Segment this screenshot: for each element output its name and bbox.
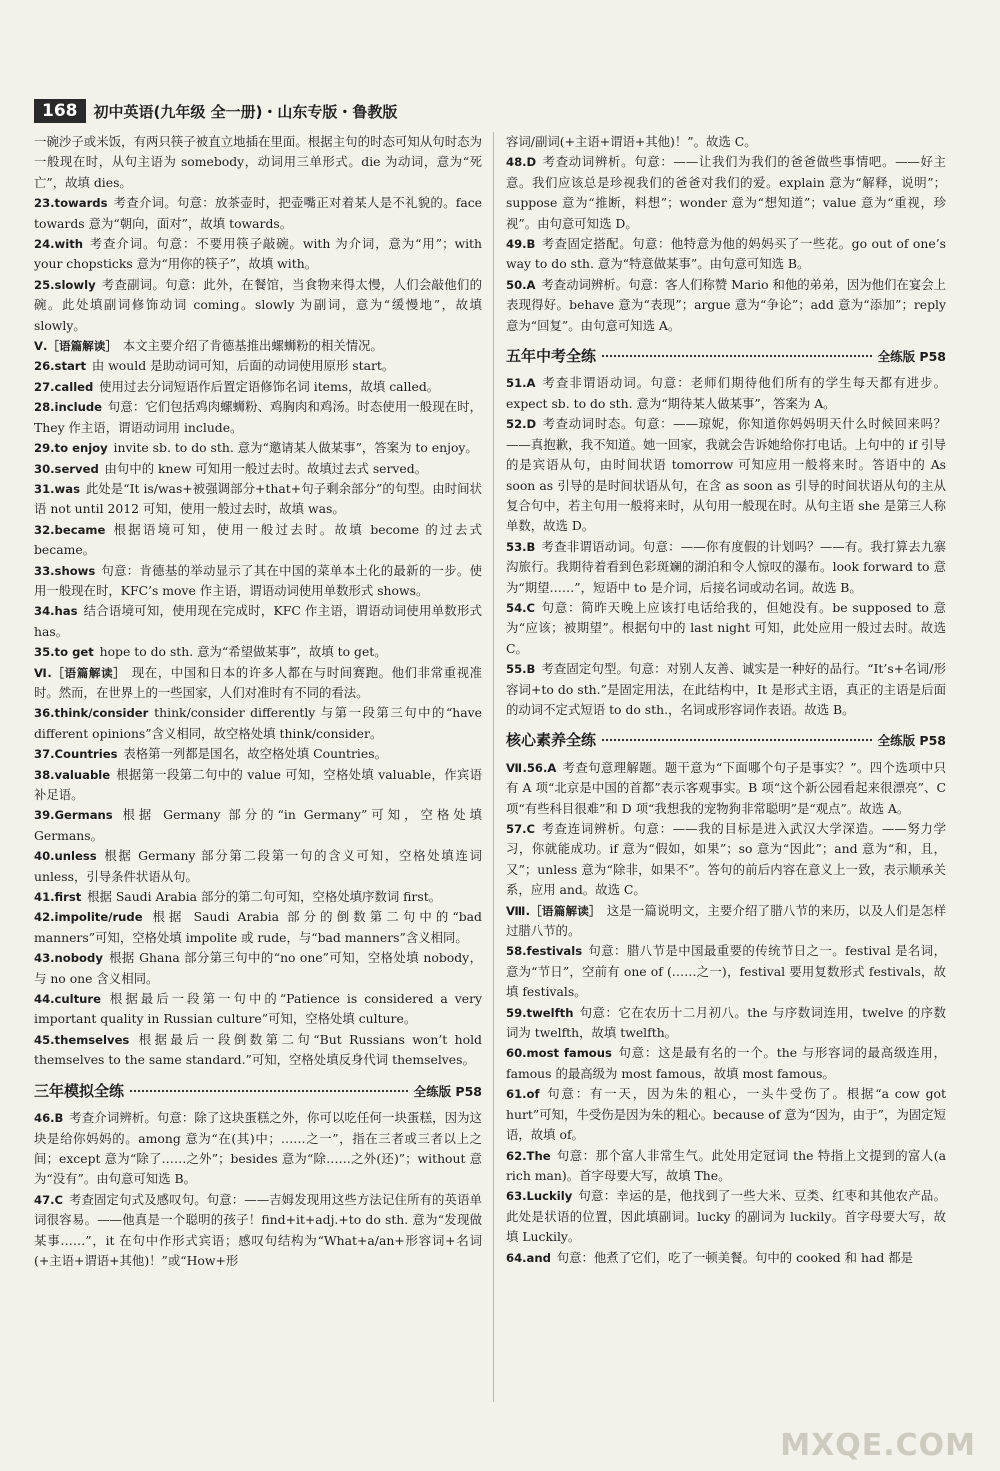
- answer-item: [34, 193, 482, 234]
- answer-text: 考查动词辨析。句意：客人们称赞 Mario 和他的弟弟，因为他们在宴会上表现得好。behave 意为“表现”；argue 意为“争论”；add 意为“添加”；reply 意为“回复”。由句意可知选 A。: [506, 276, 946, 333]
- answer-number: 46.B: [34, 1111, 70, 1126]
- answer-number: 35.to get: [34, 645, 100, 660]
- dotted-leader: [602, 355, 872, 357]
- answer-item: [34, 805, 482, 846]
- answer-item: [506, 537, 946, 598]
- answer-item: [34, 948, 482, 989]
- answer-text: 考查介词。句意：不要用筷子敲碗。with 为介词，意为“用”；with your chopsticks 意为“用你的筷子”，故填 with。: [34, 236, 482, 272]
- answer-item: [34, 1030, 482, 1071]
- section-header: [506, 346, 946, 367]
- answer-number: Ⅷ.［语篇解读］: [506, 903, 607, 918]
- answer-text: 考查非谓语动词。句意：——你有度假的计划吗？——有。我打算去九寨沟旅行。我期待着看到色彩斑斓的湖泊和令人惊叹的瀑布。look forward to 意为“期望……”，短语中 to 是介词，后接名词或动名词。故选 B。: [506, 538, 946, 595]
- answer-text: 句意：那个富人非常生气。此处用定冠词 the 特指上文提到的富人(a rich man)。首字母要大写，故填 The。: [506, 1147, 946, 1183]
- section-header: [34, 1081, 482, 1102]
- answer-number: 53.B: [506, 539, 542, 554]
- answer-number: 55.B: [506, 662, 542, 677]
- answer-text: 考查非谓语动词。句意：老师们期待他们所有的学生每天都有进步。expect sb. to do sth. 意为“期待某人做某事”，答案为 A。: [506, 375, 946, 411]
- answer-item: [506, 901, 946, 942]
- answer-number: 47.C: [34, 1192, 69, 1207]
- answer-text: 根据最后一段倒数第二句“But Russians won’t hold themselves to the same standard.”可知，空格处填反身代词 themselves。: [34, 1031, 482, 1068]
- answer-item: [506, 1043, 946, 1084]
- answer-number: 31.was: [34, 481, 86, 496]
- answer-item: [34, 438, 482, 458]
- answer-text: 一碗沙子或米饭，有两只筷子被直立地插在里面。根据主句的时态可知从句时态为一般现在时，从句主语为 somebody，动词用三单形式。die 为动词，意为“死亡”，故填 dies。: [34, 134, 482, 190]
- answer-text: 句意：这是最有名的一个。the 与形容词的最高级连用，famous 的最高级为 most famous，故填 most famous。: [506, 1045, 946, 1081]
- answer-item: [34, 663, 482, 704]
- answer-item: [506, 373, 946, 414]
- answer-item: [506, 1186, 946, 1247]
- answer-item: [506, 598, 946, 659]
- answer-item: [34, 459, 482, 479]
- answer-number: 57.C: [506, 822, 541, 836]
- section-title: 三年模拟全练: [34, 1081, 125, 1100]
- answer-text: 考查介词。句意：放茶壶时，把壶嘴正对着某人是不礼貌的。face towards 意为“朝向，面对”，故填 towards。: [34, 195, 482, 231]
- answer-text: 结合语境可知，使用现在完成时，KFC 作主语，谓语动词使用单数形式 has。: [34, 603, 482, 639]
- answer-item: [506, 819, 946, 901]
- answer-text: 句意：腊八节是中国最重要的传统节日之一。festival 是名词，意为“节日”，空前有 one of (……之一)，festival 要用复数形式 festivals，故填 festivals。: [506, 943, 946, 1000]
- answer-number: 41.first: [34, 890, 88, 905]
- section-ref: 全练版 P58: [413, 1083, 482, 1099]
- answer-text: think/consider differently 与第一段第三句中的“have different opinions”含义相同，故空格处填 think/consider。: [34, 705, 482, 741]
- answer-item: [506, 275, 946, 336]
- answer-item: [506, 758, 946, 819]
- answer-text: 考查固定句式及感叹句。句意：——吉姆发现用这些方法记住所有的英语单词很容易。——他真是一个聪明的孩子！find+it+adj.+to do sth. 意为“发现做某事……”，it 在句中作形式宾语；感叹句结构为“What+a/an+形容词+名词(+主语+谓语+其他)！”或“How+形: [34, 1191, 482, 1268]
- answer-text: 句意：它们包括鸡肉螺蛳粉、鸡胸肉和鸡汤。时态使用一般现在时，They 作主语，谓语动词用 include。: [34, 399, 482, 435]
- answer-number: 62.The: [506, 1148, 557, 1163]
- answer-number: 51.A: [506, 376, 542, 391]
- answer-text: 根据语境可知，使用一般过去时。故填 become 的过去式 became。: [34, 521, 482, 558]
- answer-item: [34, 642, 482, 662]
- answer-text: 此处是“It is/was+被强调部分+that+句子剩余部分”的句型。由时间状语 not until 2012 可知，使用一般过去时，故填 was。: [34, 480, 482, 517]
- answer-number: 24.with: [34, 237, 89, 252]
- answer-item: [506, 659, 946, 720]
- left-column: [34, 132, 482, 1271]
- answer-text: 由 would 是助动词可知，后面的动词使用原形 start。: [91, 358, 395, 374]
- answer-text: 句意：它在农历十二月初八。the 与序数词连用，twelve 的序数词为 twelfth，故填 twelfth。: [506, 1004, 946, 1041]
- answer-item: [506, 1248, 946, 1268]
- answer-number: 26.start: [34, 359, 92, 374]
- answer-item: [34, 989, 482, 1030]
- answer-text: 考查动词时态。句意：——琼妮，你知道你妈妈明天什么时候回来吗？——真抱歉，我不知道。她一回家，我就会告诉她给你打电话。上句中的 if 引导的是宾语从句，由时间状语 tomorrow 可知应用一般将来时。答语中的 As soon as 引导的是时间状语从句，在含 as soon as 引导的时间状语从句的主从复合句中，若主句用一般将来时，从句用一般现在时。从句主语 she 是第三人称单数，故选 D。: [506, 416, 946, 534]
- answer-number: 43.nobody: [34, 951, 109, 966]
- answer-number: 63.Luckily: [506, 1189, 579, 1204]
- answer-text: 考查固定句型。句意：对别人友善、诚实是一种好的品行。“It’s+名词/形容词+to do sth.”是固定用法，在此结构中，It 是形式主语，真正的主语是后面的动词不定式短语 to do sth.，名词或形容词作表语。故选 B。: [506, 661, 946, 717]
- answer-item: [34, 336, 482, 356]
- answer-number: 33.shows: [34, 563, 102, 578]
- answer-number: 25.slowly: [34, 277, 102, 292]
- answer-number: 58.festivals: [506, 944, 588, 959]
- answer-number: Ⅵ.［语篇解读］: [34, 665, 132, 680]
- page-number: 168: [34, 99, 86, 123]
- answer-number: 49.B: [506, 237, 542, 252]
- answer-number: 60.most famous: [506, 1046, 618, 1061]
- section-title: 核心素养全练: [506, 731, 597, 750]
- answer-number: 48.D: [506, 155, 542, 170]
- answer-number: 30.served: [34, 461, 105, 476]
- answer-item: [506, 941, 946, 1002]
- answer-item: [34, 479, 482, 520]
- answer-item: [34, 234, 482, 275]
- answer-item: [34, 132, 482, 193]
- answer-item: [506, 132, 946, 152]
- watermark: MXQE.COM: [780, 1428, 976, 1463]
- answer-item: [34, 744, 482, 764]
- answer-text: 使用过去分词短语作后置定语修饰名词 items，故填 called。: [99, 378, 440, 394]
- answer-text: 表格第一列都是国名，故空格处填 Countries。: [123, 746, 387, 762]
- answer-text: 由句中的 knew 可知用一般过去时。故填过去式 served。: [104, 460, 428, 476]
- answer-item: [506, 1084, 946, 1145]
- answer-text: 句意：有一天，因为朱的粗心，一头牛受伤了。根据“a cow got hurt”可知，牛受伤是因为朱的粗心。because of 意为“因为，由于”，为固定短语，故填 of。: [506, 1086, 946, 1143]
- answer-item: [34, 1190, 482, 1272]
- answer-item: [34, 1108, 482, 1190]
- section-ref: 全练版 P58: [877, 349, 946, 365]
- answer-item: [34, 765, 482, 806]
- answer-text: 句意：肯德基的举动显示了其在中国的菜单本土化的最新的一步。使用一般现在时，KFC’s move 作主语，谓语动词使用单数形式 shows。: [34, 562, 482, 598]
- answer-item: [506, 414, 946, 536]
- answer-text: 根据 Germany 部分第二段第一句的含义可知，空格处填连词 unless，引导条件状语从句。: [34, 848, 482, 884]
- answer-number: 64.and: [506, 1250, 557, 1265]
- section-ref: 全练版 P58: [877, 733, 946, 749]
- answer-text: 考查连词辨析。句意：——我的目标是进入武汉大学深造。——努力学习，你就能成功。if 意为“假如，如果”；so 意为“因此”；and 意为“和，且，又”；unless 意为“除非，如果不”。答句的前后内容在意义上一致，表示顺承关系，应用 and。故选 C。: [506, 821, 946, 898]
- answer-text: 句意：他煮了它们，吃了一顿美餐。句中的 cooked 和 had 都是: [556, 1249, 913, 1265]
- answer-text: 根据 Saudi Arabia 部分的第二句可知，空格处填序数词 first。: [87, 889, 442, 905]
- dotted-leader: [602, 739, 872, 741]
- answer-item: [34, 561, 482, 602]
- answer-number: 32.became: [34, 522, 112, 537]
- answer-number: 28.include: [34, 400, 108, 415]
- answer-number: 59.twelfth: [506, 1005, 580, 1020]
- answer-number: 44.culture: [34, 992, 107, 1007]
- answer-item: [34, 356, 482, 376]
- answer-item: [34, 275, 482, 336]
- answer-text: 考查介词辨析。句意：除了这块蛋糕之外，你可以吃任何一块蛋糕，因为这块是给你妈妈的。among 意为“在(其)中；……之一”，指在三者或三者以上之间；except 意为“除了……之外”；besides 意为“除……之外(还)”；without 意为“没有”。由句意可知选 B。: [34, 1110, 482, 1187]
- answer-text: 根据 Germany 部分的“in Germany”可知，空格处填 Germans。: [34, 807, 482, 843]
- answer-number: 23.towards: [34, 196, 114, 211]
- column-divider: [493, 132, 494, 1402]
- answer-number: 54.C: [506, 600, 541, 615]
- answer-number: 38.valuable: [34, 767, 116, 782]
- answer-item: [34, 377, 482, 397]
- answer-item: [34, 907, 482, 948]
- book-title: 初中英语(九年级 全一册)・山东专版・鲁教版: [93, 102, 398, 121]
- answer-text: 句意：简昨天晚上应该打电话给我的，但她没有。be supposed to 意为“应该；被期望”。根据句中的 last night 可知，此处应用一般过去时。故选 C。: [506, 599, 946, 656]
- answer-number: 39.Germans: [34, 808, 119, 823]
- answer-text: 考查固定搭配。句意：他特意为他的妈妈买了一些花。go out of one’s way to do sth. 意为“特意做某事”。由句意可知选 B。: [506, 236, 946, 272]
- answer-number: 42.impolite/rude: [34, 910, 149, 925]
- answer-item: [34, 846, 482, 887]
- answer-number: 61.of: [506, 1087, 546, 1102]
- answer-text: hope to do sth. 意为“希望做某事”，故填 to get。: [99, 644, 387, 660]
- answer-text: 根据 Ghana 部分第三句中的“no one”可知，空格处填 nobody，与 no one 含义相同。: [34, 950, 482, 986]
- answer-item: [506, 152, 946, 234]
- answer-text: 考查句意理解题。题干意为“下面哪个句子是事实？”。四个选项中只有 A 项“北京是中国的首都”表示客观事实。B 项“这个新公园看起来很漂亮”、C 项“有些科目很难”和 D 项“我想我的宠物狗非常聪明”是“观点”。故选 A。: [506, 759, 947, 816]
- answer-item: [506, 234, 946, 275]
- answer-item: [34, 887, 482, 907]
- answer-item: [506, 1146, 946, 1187]
- answer-number: 27.called: [34, 379, 100, 394]
- answer-item: [506, 1003, 946, 1044]
- answer-number: 45.themselves: [34, 1032, 136, 1047]
- answer-text: 句意：幸运的是，他找到了一些大米、豆类、红枣和其他农产品。此处是状语的位置，因此填副词。lucky 的副词为 luckily。首字母要大写，故填 Luckily。: [506, 1188, 946, 1245]
- section-title: 五年中考全练: [506, 347, 597, 366]
- answer-item: [34, 520, 482, 561]
- answer-number: 37.Countries: [34, 747, 124, 762]
- answer-text: 这是一篇说明文，主要介绍了腊八节的来历，以及人们是怎样过腊八节的。: [506, 902, 946, 939]
- answer-text: 根据 Saudi Arabia 部分的倒数第二句中的“bad manners”可知，空格处填 impolite 或 rude，与“bad manners”含义相同。: [34, 909, 482, 945]
- answer-number: 34.has: [34, 604, 84, 619]
- answer-number: 40.unless: [34, 849, 103, 864]
- answer-number: 29.to enjoy: [34, 441, 114, 456]
- answer-number: 50.A: [506, 277, 542, 292]
- section-header: [506, 730, 946, 751]
- answer-text: 容词/副词(+主语+谓语+其他)！”。故选 C。: [506, 134, 757, 149]
- answer-text: 本文主要介绍了肯德基推出螺蛳粉的相关情况。: [122, 338, 383, 354]
- answer-text: 考查副词。句意：此外，在餐馆，当食物来得太慢，人们会敲他们的碗。此处填副词修饰动词 coming。slowly 为副词，意为“缓慢地”，故填 slowly。: [34, 276, 482, 333]
- answer-item: [34, 601, 482, 642]
- answer-text: 根据第一段第二句中的 value 可知，空格处填 valuable，作宾语补足语。: [34, 766, 482, 802]
- answer-item: [34, 703, 482, 744]
- answer-number: 36.think/consider: [34, 706, 155, 721]
- page-header: [34, 96, 397, 126]
- dotted-leader: [130, 1090, 408, 1092]
- answer-number: Ⅶ.56.A: [506, 760, 563, 775]
- answer-text: 现在，中国和日本的许多人都在与时间赛跑。他们非常重视准时。然而，在世界上的一些国家，人们对准时有不同的看法。: [34, 664, 482, 700]
- answer-text: invite sb. to do sth. 意为“邀请某人做某事”，答案为 to enjoy。: [113, 440, 478, 456]
- answer-text: 考查动词辨析。句意：——让我们为我们的爸爸做些事情吧。——好主意。我们应该总是珍视我们的爸爸对我们的爱。explain 意为“解释，说明”；suppose 意为“推断，料想”；wonder 意为“想知道”；value 意为“重视，珍视”。由句意可知选 D。: [506, 154, 946, 231]
- answer-number: 52.D: [506, 417, 542, 432]
- answer-text: 根据最后一段第一句中的“Patience is considered a very important quality in Russian culture”可知，空格处填 culture。: [34, 991, 482, 1027]
- right-column: [506, 132, 946, 1268]
- answer-number: Ⅴ.［语篇解读］: [34, 339, 123, 354]
- answer-item: [34, 397, 482, 438]
